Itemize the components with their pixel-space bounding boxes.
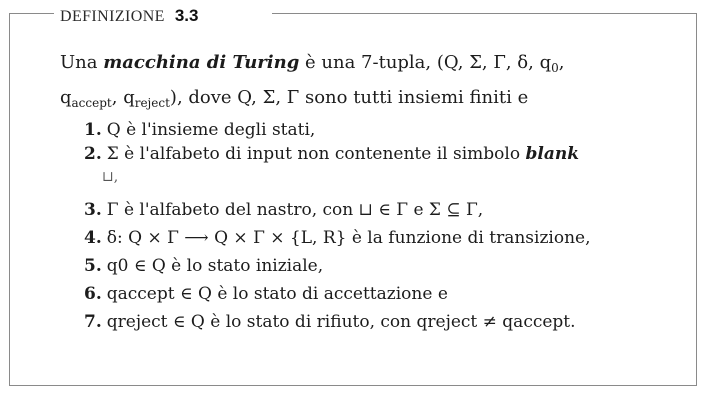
list-item: 7. qreject ∈ Q è lo stato di rifiuto, con qreject ≠ qaccept. xyxy=(84,312,576,332)
intro-line-1: Una macchina di Turing è una 7-tupla, (Q, Σ, Γ, δ, $q_0$, xyxy=(60,52,565,75)
list-item: 5. q0 ∈ Q è lo stato iniziale, xyxy=(84,256,324,276)
list-item: 6. qaccept ∈ Q è lo stato di accettazione e xyxy=(84,284,448,304)
defined-term: macchina di Turing xyxy=(103,52,300,73)
list-item: 1. Q è l'insieme degli stati, xyxy=(84,120,316,140)
tuple-components-list xyxy=(84,116,694,336)
intro-line-2: $q_{accept}$, $q_{reject}$), dove Q, Σ, Γ sono tutti insiemi finiti e xyxy=(60,87,529,110)
list-item-continuation: ⊔, xyxy=(102,169,119,185)
blank-term: blank xyxy=(525,144,579,164)
definition-label: DEFINIZIONE xyxy=(60,8,165,25)
list-item: 3. Γ è l'alfabeto del nastro, con ⊔ ∈ Γ e Σ ⊆ Γ, xyxy=(84,200,484,220)
definition-intro xyxy=(60,48,690,118)
definition-heading xyxy=(60,6,198,30)
list-item: 4. δ: Q × Γ ⟶ Q × Γ × {L, R} è la funzione di transizione, xyxy=(84,228,591,248)
definition-number: 3.3 xyxy=(174,6,199,25)
list-item: 2. Σ è l'alfabeto di input non contenente il simbolo blank xyxy=(84,144,579,164)
